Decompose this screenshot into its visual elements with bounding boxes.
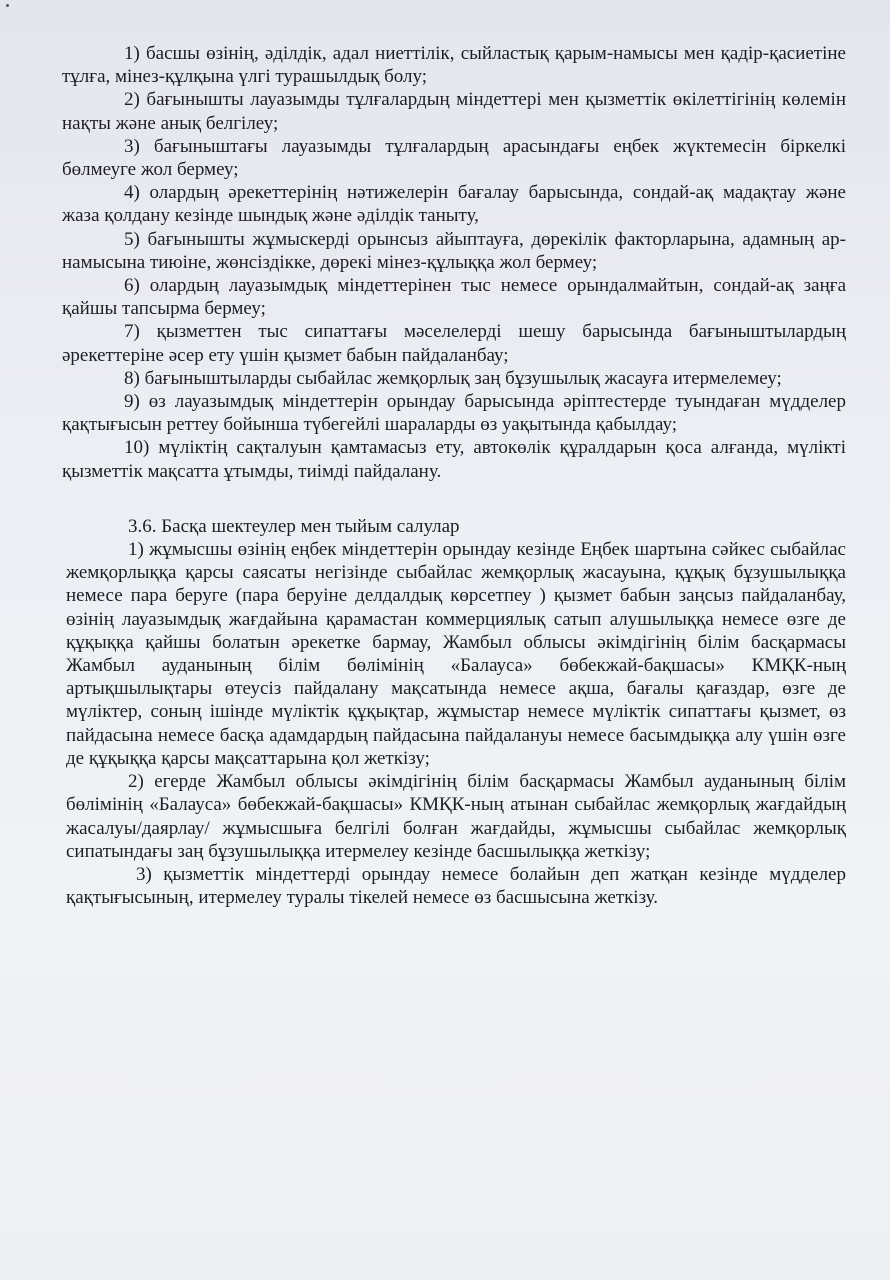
list-item-10: 10) мүліктің сақталуын қамтамасыз ету, автокөлік құралдарын қоса алғанда, мүлікті қызметтік мақсатта ұтымды, тиімді пайдалану. xyxy=(62,437,846,482)
list-item-1: 1) басшы өзінің, әділдік, адал ниеттілік, сыйластық қарым-намысы мен қадір-қасиетіне тұлға, мінез-құлқына үлгі турашылдық болу; xyxy=(62,43,846,88)
section-item-1: 1) жұмысшы өзінің еңбек міндеттерін орындау кезінде Еңбек шартына сәйкес сыбайлас жемқорлыққа қарсы саясаты негізінде сыбайлас жемқорлық жасауына, құқық бұзушылыққа немесе пара беруге (пара беруіне делдалдық көрсетпеу ) қызмет бабын заңсыз пайдаланбау, өзінің лауазымдық жағдайына қарамастан коммерциялық сатып алушылыққа немесе өзге де құқыққа қайшы болатын әрекетке бармау, Жамбыл облысы әкімдігінің білім басқармасы Жамбыл ауданының білім бөлімінің «Балауса» бөбекжай-бақшасы» КМҚК-ның артықшылықтары өтеусіз пайдалану мақсатында немесе ақша, бағалы қағаздар, өзге де мүліктер, соның ішінде мүліктік құқықтар, жұмыстар немесе мүліктік сипаттағы қызмет, өз пайдасына немесе басқа адамдардың пайдасына пайдалануы немесе басымдыққа алу үшін өзге де құқыққа қарсы мақсаттарына қол жеткізу; xyxy=(66,539,846,769)
paragraph-gap xyxy=(92,483,846,509)
list-item-2: 2) бағынышты лауазымды тұлғалардың міндеттері мен қызметтік өкілеттігінің көлемін нақты және анық белгілеу; xyxy=(62,89,846,134)
section-item-3: 3) қызметтік міндеттерді орындау немесе болайын деп жатқан кезінде мүдделер қақтығысының, итермелеу туралы тікелей немесе өз басшысына жеткізу. xyxy=(66,863,846,909)
list-item-9: 9) өз лауазымдық міндеттерін орындау барысында әріптестерде туындаған мүдделер қақтығысын реттеу бойынша түбегейлі шараларды өз уақытында қабылдау; xyxy=(62,391,846,436)
list-item-6: 6) олардың лауазымдық міндеттерінен тыс немесе орындалмайтын, сондай-ақ заңға қайшы тапсырма бермеу; xyxy=(62,275,846,320)
list-item-7: 7) қызметтен тыс сипаттағы мәселелерді шешу барысында бағыныштылардың әрекеттеріне әсер ету үшін қызмет бабын пайдаланбау; xyxy=(62,321,846,366)
list-item-3: 3) бағыныштағы лауазымды тұлғалардың арасындағы еңбек жүктемесін біркелкі бөлмеуге жол бермеу; xyxy=(62,135,846,181)
section-item-2: 2) егерде Жамбыл облысы әкімдігінің білім басқармасы Жамбыл ауданының білім бөлімінің «Балауса» бөбекжай-бақшасы» КМҚК-ның атынан сыбайлас жемқорлық жағдайдың жасалуы/даярлау/ жұмысшыға белгілі болған жағдайды, жұмысшы сыбайлас жемқорлық сипатындағы заң бұзушылыққа итермелеу кезінде басшылыққа жеткізу; xyxy=(66,771,846,862)
list-item-5: 5) бағынышты жұмыскерді орынсыз айыптауға, дөрекілік факторларына, адамның ар-намысына тиюіне, жөнсіздікке, дөрекі мінез-құлыққа жол бермеу; xyxy=(62,228,846,273)
leader-duties-list xyxy=(62,42,846,483)
list-item-8: 8) бағыныштыларды сыбайлас жемқорлық заң бұзушылық жасауға итермелемеу; xyxy=(124,367,782,389)
list-item-4: 4) олардың әрекеттерінің нәтижелерін бағалау барысында, сондай-ақ мадақтау және жаза қолдану кезінде шындық және әділдік таныту, xyxy=(62,182,846,227)
restrictions-section xyxy=(66,515,846,909)
section-heading: 3.6. Басқа шектеулер мен тыйым салулар xyxy=(128,515,460,537)
